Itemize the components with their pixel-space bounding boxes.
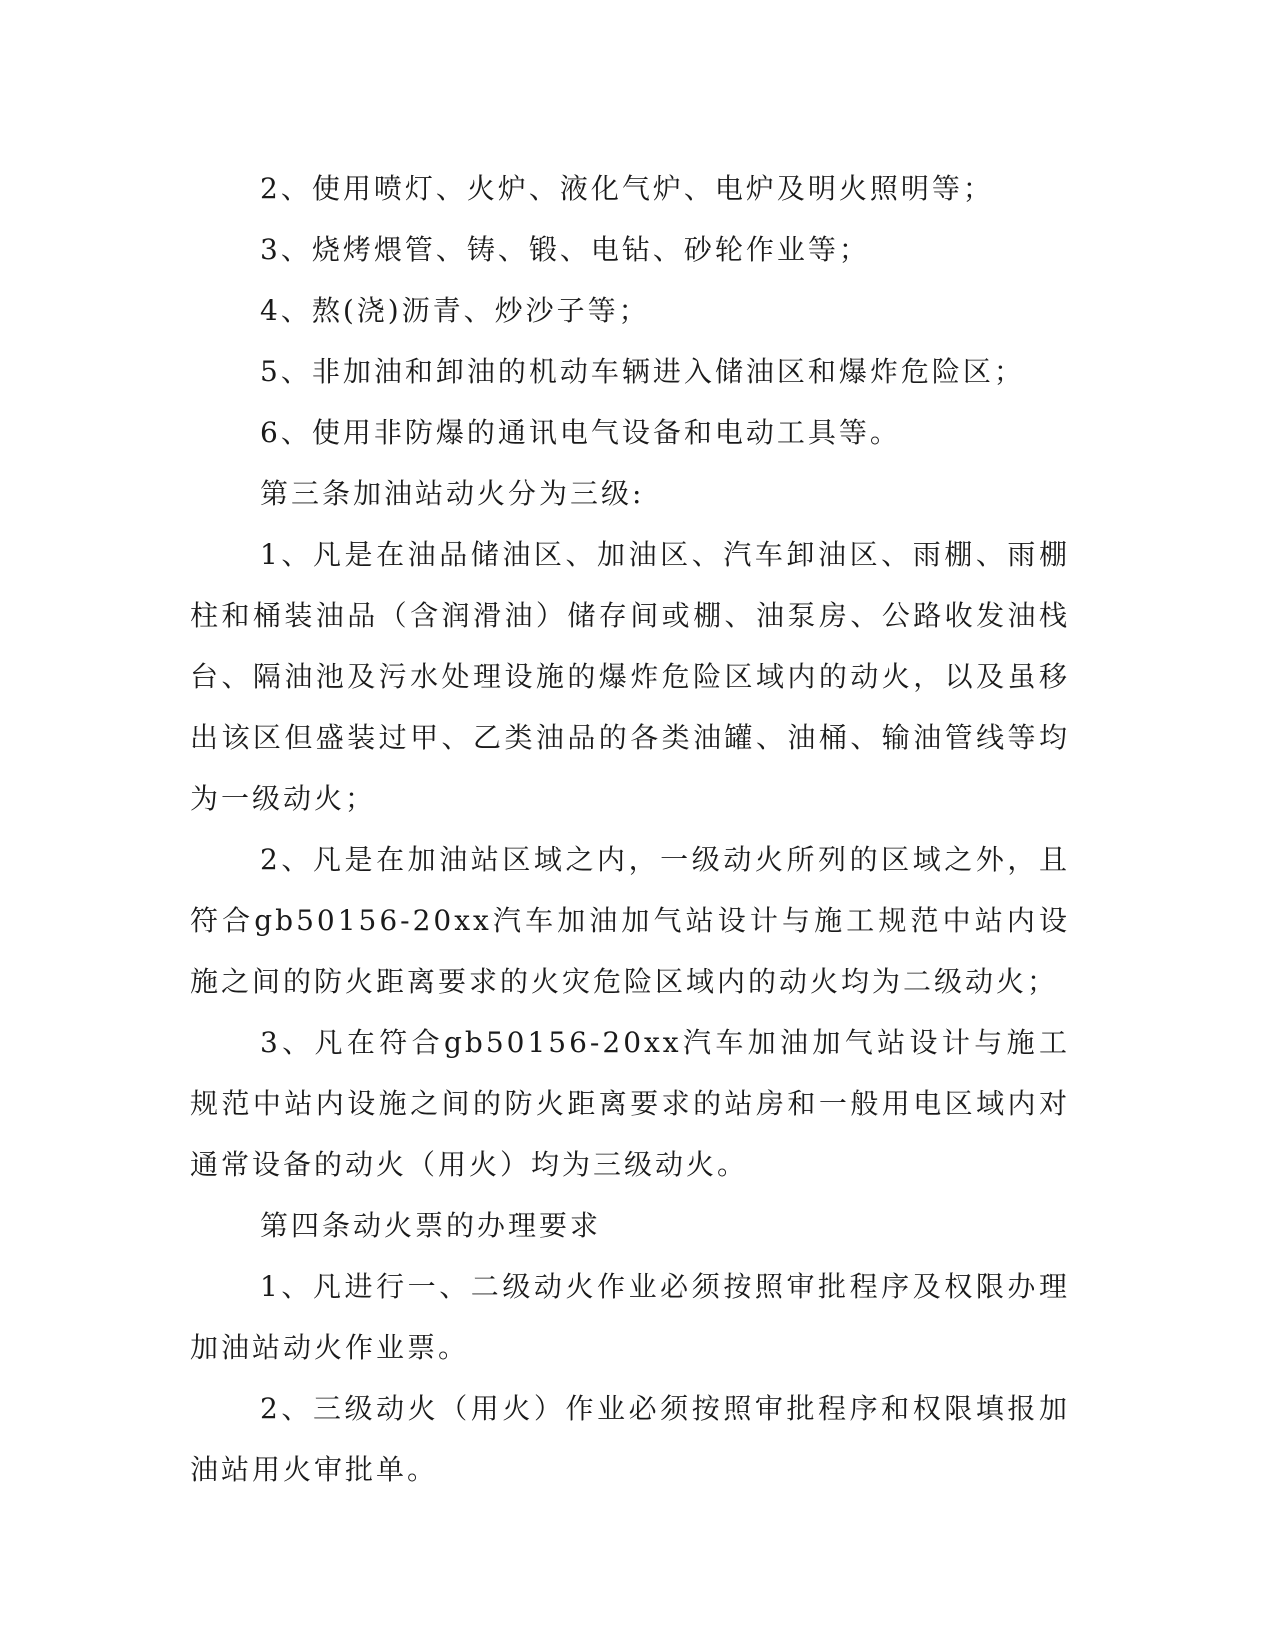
document-body: [190, 158, 1070, 1500]
paragraph-item-5: 5、非加油和卸油的机动车辆进入储油区和爆炸危险区；: [260, 355, 1025, 388]
paragraph-item-2: 2、使用喷灯、火炉、液化气炉、电炉及明火照明等；: [260, 172, 994, 205]
section-heading-article-3: 第三条加油站动火分为三级:: [260, 477, 645, 510]
paragraph-permit-requirement-1: 1、凡进行一、二级动火作业必须按照审批程序及权限办理加油站动火作业票。: [190, 1270, 1070, 1364]
paragraph-level-2-fire: 2、凡是在加油站区域之内，一级动火所列的区域之外，且符合gb50156-20xx汽车加油加气站设计与施工规范中站内设施之间的防火距离要求的火灾危险区域内的动火均为二级动火；: [190, 843, 1070, 998]
paragraph-level-1-fire: 1、凡是在油品储油区、加油区、汽车卸油区、雨棚、雨棚柱和桶装油品（含润滑油）储存间或棚、油泵房、公路收发油栈台、隔油池及污水处理设施的爆炸危险区域内的动火，以及虽移出该区但盛装过甲、乙类油品的各类油罐、油桶、输油管线等均为一级动火；: [190, 538, 1070, 815]
paragraph-item-4: 4、熬(浇)沥青、炒沙子等；: [260, 294, 650, 327]
paragraph-item-6: 6、使用非防爆的通讯电气设备和电动工具等。: [260, 416, 901, 449]
paragraph-permit-requirement-2: 2、三级动火（用火）作业必须按照审批程序和权限填报加油站用火审批单。: [190, 1392, 1070, 1486]
paragraph-item-3: 3、烧烤煨管、铸、锻、电钻、砂轮作业等；: [260, 233, 870, 266]
paragraph-level-3-fire: 3、凡在符合gb50156-20xx汽车加油加气站设计与施工规范中站内设施之间的防火距离要求的站房和一般用电区域内对通常设备的动火（用火）均为三级动火。: [190, 1026, 1070, 1181]
section-heading-article-4: 第四条动火票的办理要求: [260, 1209, 602, 1242]
